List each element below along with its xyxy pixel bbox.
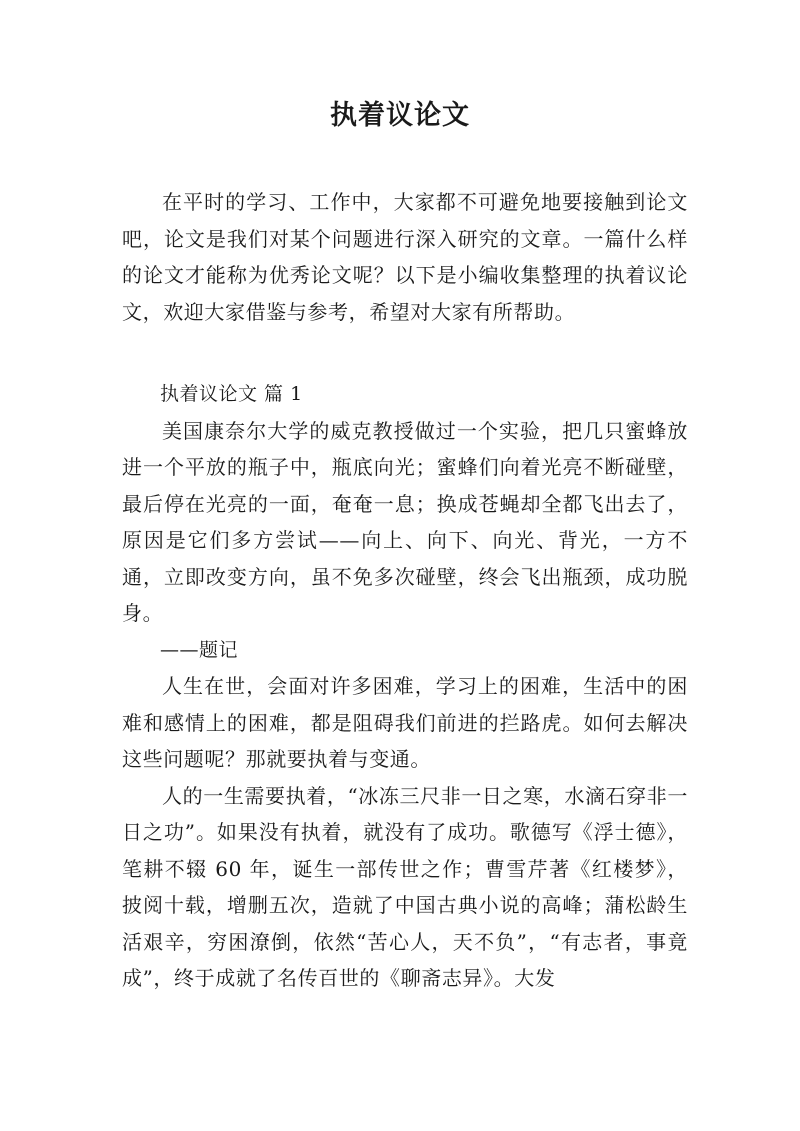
body-paragraph: 人生在世，会面对许多困难，学习上的困难，生活中的困难和感情上的困难，都是阻碍我们前进的拦路虎。如何去解决这些问题呢？那就要执着与变通。 — [122, 674, 688, 771]
body-paragraph: 人的一生需要执着，“冰冻三尺非一日之寒，水滴石穿非一日之功”。如果没有执着，就没有了成功。歌德写《浮士德》，笔耕不辍 60 年，诞生一部传世之作；曹雪芹著《红楼梦》，披阅十载，增删五次，造就了中国古典小说的高峰；蒲松龄生活艰辛，穷困潦倒，依然“苦心人，天不负”，“有志者，事竟成”，终于成就了名传百世的《聊斋志异》。大发 — [122, 783, 688, 990]
intro-block — [122, 184, 688, 330]
body-paragraph: 美国康奈尔大学的威克教授做过一个实验，把几只蜜蜂放进一个平放的瓶子中，瓶底向光；蜜蜂们向着光亮不断碰壁，最后停在光亮的一面，奄奄一息；换成苍蝇却全都飞出去了，原因是它们多方尝试——向上、向下、向光、背光，一方不通，立即改变方向，虽不免多次碰壁，终会飞出瓶颈，成功脱身。 — [122, 418, 688, 625]
section-1 — [122, 376, 688, 997]
epigraph-signature: ——题记 — [160, 638, 239, 661]
intro-paragraph: 在平时的学习、工作中，大家都不可避免地要接触到论文吧，论文是我们对某个问题进行深入研究的文章。一篇什么样的论文才能称为优秀论文呢？以下是小编收集整理的执着议论文，欢迎大家借鉴与参考，希望对大家有所帮助。 — [122, 190, 688, 324]
document-title: 执着议论文 — [330, 100, 470, 131]
section-heading: 执着议论文 篇 1 — [160, 383, 303, 405]
